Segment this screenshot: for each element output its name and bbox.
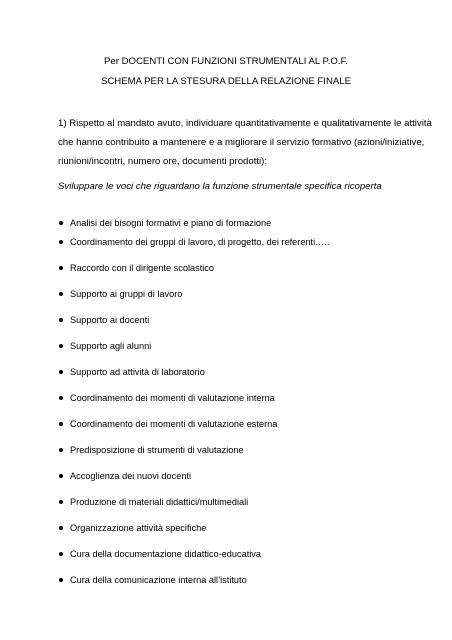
- document-subtitle: SCHEMA PER LA STESURA DELLA RELAZIONE FINALE: [100, 76, 352, 87]
- list-item-text: Produzione di materiali didattici/multimediali: [70, 497, 249, 507]
- instruction-text: Sviluppare le voci che riguardano la funzione strumentale specifica ricoperta: [58, 181, 382, 192]
- bullet-icon: [59, 266, 63, 270]
- bullet-icon: [59, 396, 63, 400]
- bullet-icon: [59, 292, 63, 296]
- list-item-text: Raccordo con il dirigente scolastico: [70, 263, 215, 273]
- list-item-text: Cura della comunicazione interna all’istituto: [70, 575, 247, 585]
- document-title: Per DOCENTI CON FUNZIONI STRUMENTALI AL P.O.F.: [104, 56, 348, 67]
- list-item-text: Supporto ai docenti: [70, 315, 150, 325]
- question-line: che hanno contribuito a mantenere e a migliorare il servizio formativo (azioni/iniziative,: [58, 137, 425, 148]
- list-item-text: Coordinamento dei momenti di valutazione esterna: [70, 419, 278, 429]
- bullet-icon: [59, 318, 63, 322]
- bullet-icon: [59, 422, 63, 426]
- bullet-icon: [59, 240, 63, 244]
- bullet-icon: [59, 500, 63, 504]
- bullet-icon: [59, 344, 63, 348]
- bullet-icon: [59, 552, 63, 556]
- list-item-text: Organizzazione attività specifiche: [70, 523, 207, 533]
- question-line: 1) Rispetto al mandato avuto, individuare quantitativamente e qualitativamente le attività: [58, 118, 432, 129]
- bullet-icon: [59, 578, 63, 582]
- question-line: riunioni/incontri, numero ore, documenti prodotti):: [58, 156, 268, 167]
- bullet-icon: [59, 448, 63, 452]
- bullet-icon: [59, 370, 63, 374]
- bullet-icon: [59, 474, 63, 478]
- bullet-icon: [59, 221, 63, 225]
- list-item-text: Analisi dei bisogni formativi e piano di formazione: [70, 218, 272, 228]
- list-item-text: Accoglienza dei nuovi docenti: [70, 471, 192, 481]
- list-item-text: Coordinamento dei gruppi di lavoro, di progetto, dei referenti…..: [70, 237, 330, 247]
- list-item-text: Cura della documentazione didattico-educativa: [70, 549, 262, 559]
- list-item-text: Coordinamento dei momenti di valutazione interna: [70, 393, 275, 403]
- question-paragraph: [58, 114, 430, 171]
- list-item-text: Predisposizione di strumenti di valutazione: [70, 445, 244, 455]
- bullet-icon: [59, 526, 63, 530]
- list-item-text: Supporto agli alunni: [70, 341, 152, 351]
- list-item-text: Supporto ad attività di laboratorio: [70, 367, 205, 377]
- list-item-text: Supporto ai gruppi di lavoro: [70, 289, 183, 299]
